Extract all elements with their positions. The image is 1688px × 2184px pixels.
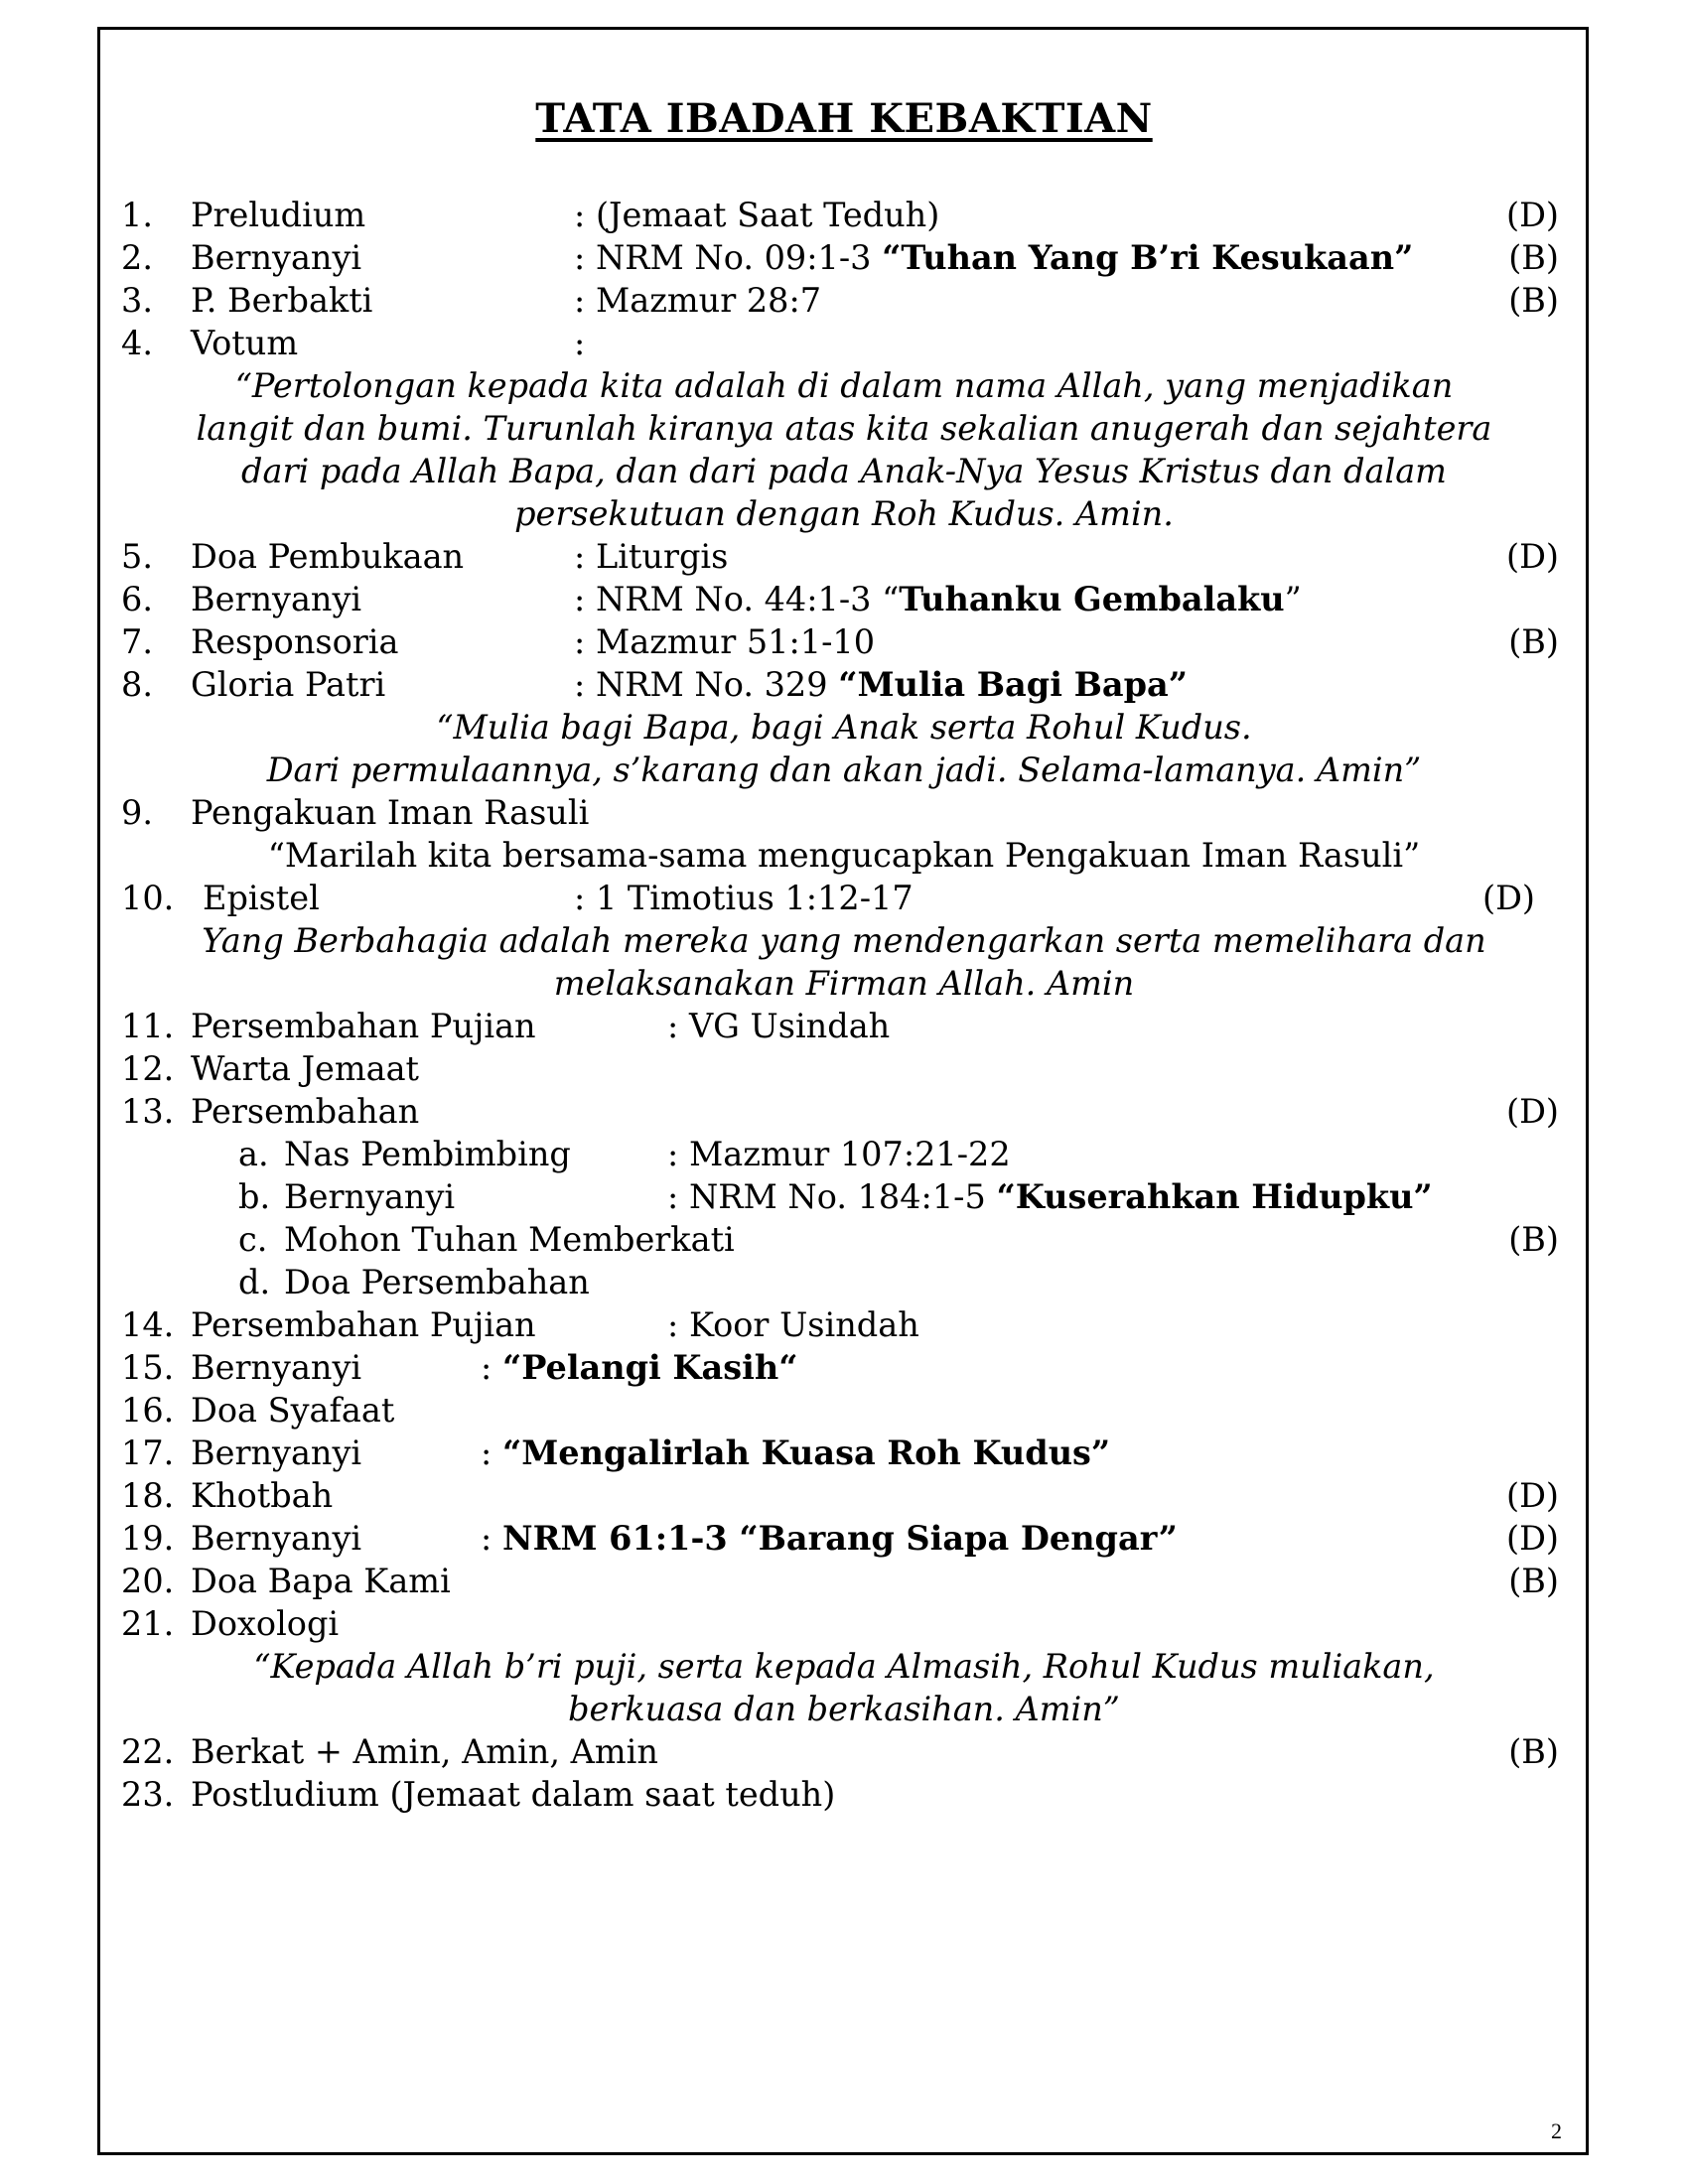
- list-item-21: [0, 1602, 1688, 1646]
- pengakuan-text: “Marilah kita bersama-sama mengucapkan Pengakuan Iman Rasuli”: [267, 836, 1421, 875]
- item-label: Bernyanyi: [284, 1177, 456, 1216]
- item-label: Doa Pembukaan: [191, 537, 465, 576]
- item-suffix: (D): [1506, 537, 1559, 576]
- list-item-1: [0, 194, 1688, 237]
- list-item-9: [0, 791, 1688, 835]
- item-label: Bernyanyi: [191, 238, 362, 277]
- item-detail: Koor Usindah: [678, 1305, 919, 1344]
- list-item-16: [0, 1389, 1688, 1433]
- item-label: Preludium: [191, 196, 366, 234]
- item-value: [574, 578, 1302, 621]
- item-suffix: (B): [1508, 1220, 1559, 1259]
- item-label: Epistel: [203, 879, 320, 917]
- list-item-10: [0, 877, 1688, 920]
- list-item-7: [0, 620, 1688, 664]
- item-label: Doa Persembahan: [284, 1263, 590, 1301]
- item-separator: :: [574, 324, 586, 362]
- item-separator: :: [481, 1519, 492, 1558]
- gloria-text-line: Dari permulaannya, s’karang dan akan jadi. Selama-lamanya. Amin”: [266, 751, 1422, 789]
- sub-item-b: [0, 1175, 1688, 1219]
- item-separator: :: [667, 1305, 679, 1344]
- item-detail: (Jemaat Saat Teduh): [585, 196, 940, 234]
- item-separator: :: [481, 1433, 492, 1472]
- list-item-19: [0, 1517, 1688, 1561]
- item-label: Bernyanyi: [191, 580, 362, 618]
- item-suffix: (B): [1508, 1562, 1559, 1600]
- votum-text-line: persekutuan dengan Roh Kudus. Amin.: [514, 494, 1174, 533]
- item-separator: :: [574, 622, 586, 661]
- item-value: [574, 663, 1188, 707]
- item-separator: :: [574, 665, 586, 704]
- item-number: 4.: [121, 324, 153, 362]
- item-number: 11.: [121, 1007, 175, 1045]
- item-label: Votum: [191, 324, 299, 362]
- item-suffix: (B): [1508, 281, 1559, 320]
- list-item-4: [0, 322, 1688, 365]
- list-item-22: [0, 1730, 1688, 1774]
- item-separator: :: [574, 238, 586, 277]
- item-label: P. Berbakti: [191, 281, 373, 320]
- item-suffix: (B): [1508, 238, 1559, 277]
- item-number: 5.: [121, 537, 153, 576]
- item-suffix: (D): [1506, 1519, 1559, 1558]
- list-item-2: [0, 236, 1688, 280]
- song-title: “Mulia Bagi Bapa”: [838, 665, 1189, 704]
- item-detail: [492, 1348, 502, 1387]
- song-title: NRM 61:1-3 “Barang Siapa Dengar”: [501, 1519, 1178, 1558]
- item-value: [481, 1346, 797, 1390]
- song-title: “Pelangi Kasih“: [501, 1348, 798, 1387]
- item-number: 23.: [121, 1775, 175, 1814]
- item-value: [667, 1175, 1433, 1219]
- item-detail: [492, 1433, 502, 1472]
- item-number: 16.: [121, 1391, 175, 1430]
- item-number: 15.: [121, 1348, 175, 1387]
- item-separator: :: [481, 1348, 492, 1387]
- item-detail: 1 Timotius 1:12-17: [585, 879, 914, 917]
- item-label: Warta Jemaat: [191, 1049, 420, 1088]
- item-value: [574, 236, 1413, 280]
- item-number: 17.: [121, 1433, 175, 1472]
- item-value: [574, 194, 939, 237]
- item-value: [481, 1517, 1178, 1561]
- item-number: 3.: [121, 281, 153, 320]
- item-suffix: (B): [1508, 622, 1559, 661]
- item-number: 7.: [121, 622, 153, 661]
- item-value: [481, 1432, 1110, 1475]
- item-number: b.: [238, 1177, 271, 1216]
- item-label: Gloria Patri: [191, 665, 386, 704]
- item-label: Postludium (Jemaat dalam saat teduh): [191, 1775, 836, 1814]
- item-detail: [492, 1519, 502, 1558]
- item-number: 9.: [121, 793, 153, 832]
- item-label: Mohon Tuhan Memberkati: [284, 1220, 735, 1259]
- page-title: TATA IBADAH KEBAKTIAN: [535, 95, 1153, 142]
- item-label: Doa Syafaat: [191, 1391, 395, 1430]
- list-item-3: [0, 279, 1688, 323]
- sub-item-d: [0, 1261, 1688, 1304]
- item-number: 8.: [121, 665, 153, 704]
- item-label: Doxologi: [191, 1604, 340, 1643]
- item-label: Nas Pembimbing: [284, 1135, 571, 1173]
- votum-text-line: “Pertolongan kepada kita adalah di dalam nama Allah, yang menjadikan: [234, 366, 1454, 405]
- list-item-13: [0, 1090, 1688, 1134]
- item-suffix: (D): [1506, 1092, 1559, 1131]
- item-label: Berkat + Amin, Amin, Amin: [191, 1732, 658, 1771]
- epistel-text-line: Yang Berbahagia adalah mereka yang mendengarkan serta memelihara dan: [202, 921, 1486, 960]
- item-separator: :: [574, 281, 586, 320]
- item-value: [574, 877, 914, 920]
- page-number: 2: [1551, 2118, 1562, 2143]
- item-detail: Mazmur 107:21-22: [678, 1135, 1011, 1173]
- item-suffix: (D): [1506, 196, 1559, 234]
- item-separator: :: [574, 879, 586, 917]
- item-separator: :: [574, 580, 586, 618]
- item-number: 1.: [121, 196, 153, 234]
- list-item-11: [0, 1005, 1688, 1048]
- list-item-14: [0, 1303, 1688, 1347]
- item-label: Khotbah: [191, 1476, 334, 1515]
- item-separator: :: [667, 1135, 679, 1173]
- item-value: [574, 535, 728, 579]
- item-suffix: (D): [1506, 1476, 1559, 1515]
- item-detail: VG Usindah: [678, 1007, 891, 1045]
- item-label: Persembahan Pujian: [191, 1305, 536, 1344]
- votum-text-line: langit dan bumi. Turunlah kiranya atas kita sekalian anugerah dan sejahtera: [196, 409, 1492, 448]
- item-label: Responsoria: [191, 622, 399, 661]
- item-number: 10.: [121, 879, 175, 917]
- epistel-text-line: melaksanakan Firman Allah. Amin: [553, 964, 1135, 1003]
- song-title: “Kuserahkan Hidupku”: [996, 1177, 1433, 1216]
- item-number: a.: [238, 1135, 269, 1173]
- item-number: 21.: [121, 1604, 175, 1643]
- item-number: 14.: [121, 1305, 175, 1344]
- list-item-17: [0, 1432, 1688, 1475]
- sub-item-c: [0, 1218, 1688, 1262]
- item-suffix: (B): [1508, 1732, 1559, 1771]
- item-separator: :: [667, 1007, 679, 1045]
- list-item-23: [0, 1773, 1688, 1817]
- item-detail: Liturgis: [585, 537, 729, 576]
- item-separator: :: [574, 537, 586, 576]
- list-item-5: [0, 535, 1688, 579]
- item-number: 20.: [121, 1562, 175, 1600]
- item-detail: NRM No. 184:1-5: [678, 1177, 997, 1216]
- item-detail: Mazmur 51:1-10: [585, 622, 876, 661]
- item-label: Bernyanyi: [191, 1433, 362, 1472]
- item-detail: NRM No. 44:1-3 “: [585, 580, 900, 618]
- item-detail: NRM No. 09:1-3: [585, 238, 883, 277]
- item-value: [574, 620, 875, 664]
- doxologi-text-line: berkuasa dan berkasihan. Amin”: [568, 1690, 1120, 1728]
- sub-item-a: [0, 1133, 1688, 1176]
- item-number: 2.: [121, 238, 153, 277]
- item-detail: NRM No. 329: [585, 665, 839, 704]
- list-item-20: [0, 1560, 1688, 1603]
- item-value: [667, 1005, 890, 1048]
- item-value: [667, 1303, 919, 1347]
- list-item-15: [0, 1346, 1688, 1390]
- song-title: Tuhanku Gembalaku: [899, 580, 1285, 618]
- list-item-8: [0, 663, 1688, 707]
- item-number: 12.: [121, 1049, 175, 1088]
- item-label: Pengakuan Iman Rasuli: [191, 793, 590, 832]
- item-label: Bernyanyi: [191, 1519, 362, 1558]
- song-title: “Tuhan Yang B’ri Kesukaan”: [882, 238, 1414, 277]
- item-number: c.: [238, 1220, 268, 1259]
- item-detail: Mazmur 28:7: [585, 281, 822, 320]
- item-number: 19.: [121, 1519, 175, 1558]
- item-value: [667, 1133, 1011, 1176]
- item-number: 22.: [121, 1732, 175, 1771]
- item-number: d.: [238, 1263, 271, 1301]
- item-value: [574, 279, 821, 323]
- doxologi-text-line: “Kepada Allah b’ri puji, serta kepada Almasih, Rohul Kudus muliakan,: [253, 1647, 1435, 1686]
- item-number: 13.: [121, 1092, 175, 1131]
- item-suffix: (D): [1482, 879, 1535, 917]
- item-separator: :: [667, 1177, 679, 1216]
- item-number: 18.: [121, 1476, 175, 1515]
- item-label: Bernyanyi: [191, 1348, 362, 1387]
- list-item-18: [0, 1474, 1688, 1518]
- votum-text-line: dari pada Allah Bapa, dan dari pada Anak-Nya Yesus Kristus dan dalam: [241, 452, 1447, 490]
- list-item-6: [0, 578, 1688, 621]
- gloria-text-line: “Mulia bagi Bapa, bagi Anak serta Rohul Kudus.: [436, 708, 1252, 747]
- item-label: Persembahan: [191, 1092, 420, 1131]
- item-label: Doa Bapa Kami: [191, 1562, 451, 1600]
- item-number: 6.: [121, 580, 153, 618]
- list-item-12: [0, 1047, 1688, 1091]
- item-separator: :: [574, 196, 586, 234]
- closing-quote: ”: [1284, 580, 1302, 618]
- item-label: Persembahan Pujian: [191, 1007, 536, 1045]
- song-title: “Mengalirlah Kuasa Roh Kudus”: [501, 1433, 1111, 1472]
